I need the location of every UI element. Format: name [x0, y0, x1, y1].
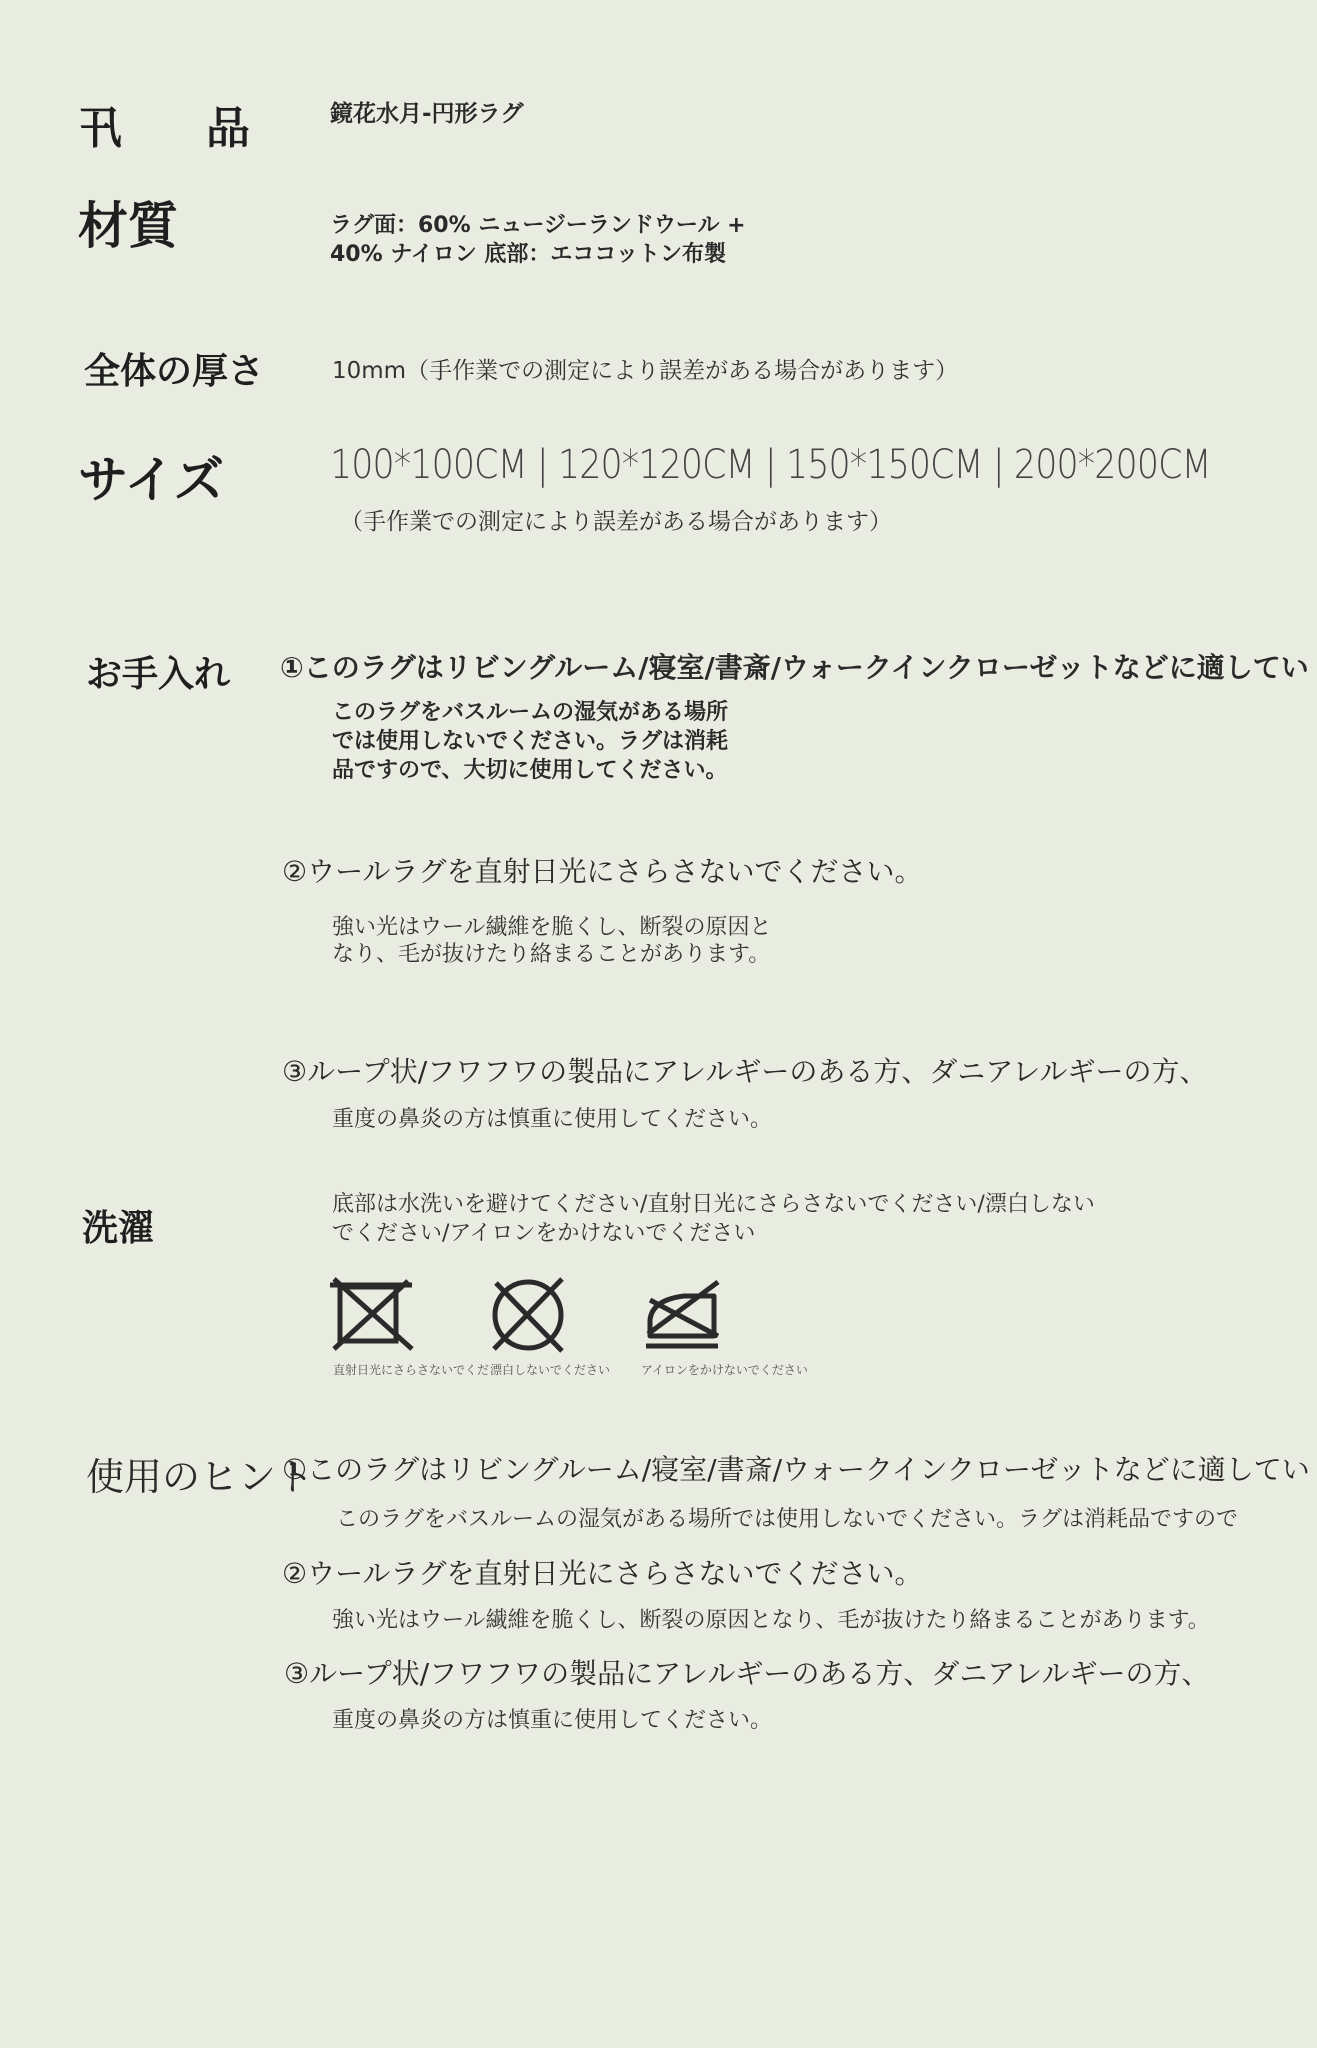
material-label: 材質: [78, 197, 178, 255]
care-item-1-sub-3: 品ですので、大切に使用してください。: [332, 758, 728, 783]
tips-item-3-sub: 重度の鼻炎の方は慎重に使用してください。: [332, 1708, 773, 1733]
care-item-2-sub-2: なり、毛が抜けたり絡まることがあります。: [332, 942, 771, 967]
wash-icon-caption-3: アイロンをかけないでください: [641, 1363, 808, 1377]
tips-item-1: ①このラグはリビングルーム/寝室/書斎/ウォークインクローゼットなどに適してい: [282, 1453, 1310, 1486]
product-name: 鏡花水月-円形ラグ: [330, 101, 524, 127]
care-item-2-sub-1: 強い光はウール繊維を脆くし、断裂の原因と: [332, 915, 772, 940]
wash-icon-caption-2: 漂白しないでください: [490, 1363, 611, 1377]
tips-item-2: ②ウールラグを直射日光にさらさないでください。: [282, 1557, 923, 1590]
care-label: お手入れ: [86, 654, 231, 695]
size-note: （手作業での測定により誤差がある場合があります）: [340, 509, 892, 535]
no-iron-icon: [644, 1276, 726, 1352]
material-line-1: ラグ面：60% ニュージーランドウール +: [330, 213, 746, 238]
wash-icon-caption-1: 直射日光にさらさないでくだ: [333, 1363, 490, 1377]
no-bleach-icon: [488, 1275, 568, 1355]
size-value: 100*100CM | 120*120CM | 150*150CM | 200*200CM: [330, 442, 1211, 488]
material-line-2: 40% ナイロン 底部：エココットン布製: [330, 242, 726, 267]
size-label: サイズ: [78, 451, 224, 509]
thickness-value: 10mm（手作業での測定により誤差がある場合があります）: [332, 358, 959, 384]
care-item-3: ③ループ状/フワフワの製品にアレルギーのある方、ダニアレルギーの方、: [282, 1055, 1208, 1088]
tips-item-1-sub: このラグをバスルームの湿気がある場所では使用しないでください。ラグは消耗品ですので: [336, 1507, 1239, 1532]
washing-line-1: 底部は水洗いを避けてください/直射日光にさらさないでください/漂白しない: [332, 1192, 1095, 1217]
care-item-1-sub-1: このラグをバスルームの湿気がある場所: [332, 700, 729, 725]
product-label: 卂 品: [78, 103, 270, 154]
care-item-1-sub-2: では使用しないでください。ラグは消耗: [332, 729, 729, 754]
no-sun-dry-icon: [330, 1277, 416, 1353]
care-item-2: ②ウールラグを直射日光にさらさないでください。: [282, 855, 923, 888]
washing-line-2: でください/アイロンをかけないでください: [332, 1221, 756, 1246]
tips-item-3: ③ループ状/フワフワの製品にアレルギーのある方、ダニアレルギーの方、: [284, 1657, 1210, 1690]
care-item-3-sub: 重度の鼻炎の方は慎重に使用してください。: [332, 1107, 773, 1132]
tips-label: 使用のヒント: [86, 1455, 315, 1499]
tips-item-2-sub: 強い光はウール繊維を脆くし、断裂の原因となり、毛が抜けたり絡まることがあります。: [332, 1608, 1210, 1633]
care-item-1: ①このラグはリビングルーム/寝室/書斎/ウォークインクローゼットなどに適してい: [280, 651, 1309, 684]
thickness-label: 全体の厚さ: [84, 351, 265, 392]
washing-label: 洗濯: [82, 1208, 155, 1249]
